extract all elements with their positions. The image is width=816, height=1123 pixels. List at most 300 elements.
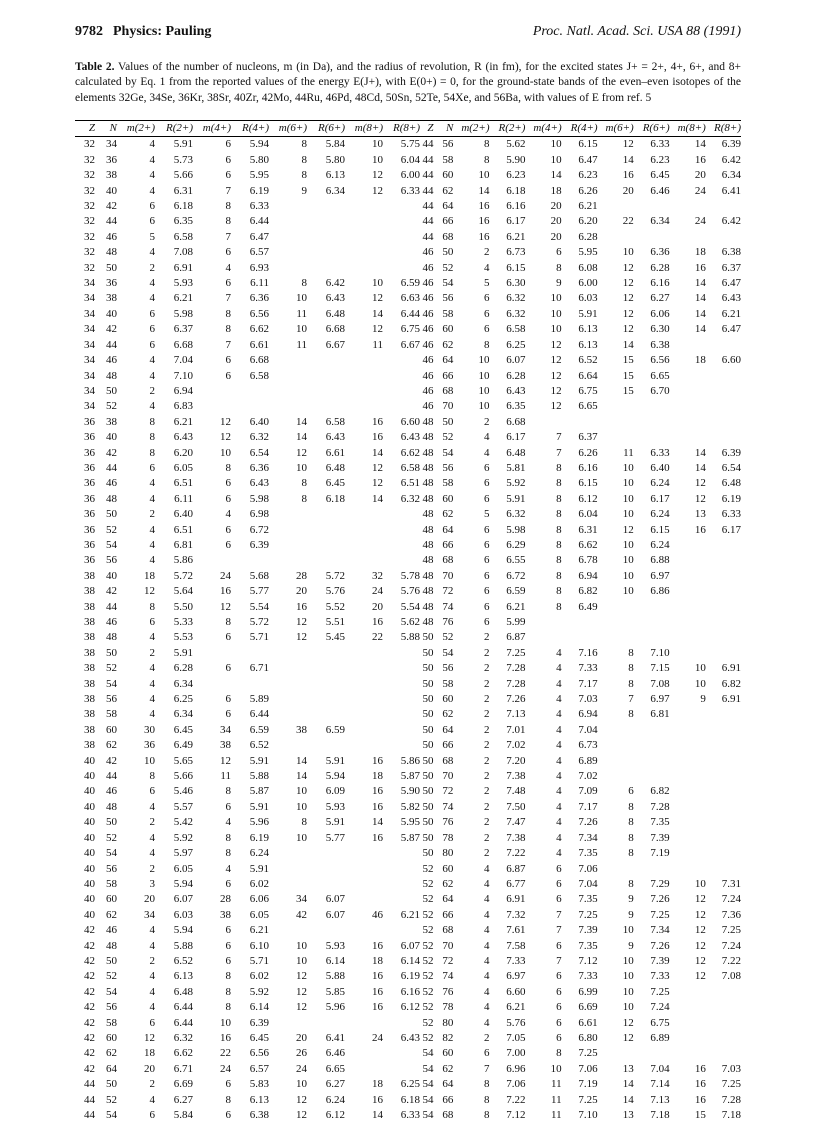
table-cell: 6.68	[249, 354, 269, 367]
table-cell: 8	[149, 600, 155, 613]
table-cell: 34	[84, 384, 95, 397]
table-cell: 6.89	[578, 754, 598, 767]
table-cell: 6.25	[173, 693, 193, 706]
table-cell: 6.18	[400, 1093, 420, 1106]
table-cell: 6.00	[578, 277, 598, 290]
table-cell: 8	[484, 1109, 490, 1121]
table-cell: 14	[694, 446, 706, 459]
table-row	[420, 738, 741, 753]
table-cell	[562, 615, 598, 630]
table-row	[75, 399, 420, 414]
table-row	[75, 153, 420, 168]
table-cell: 38	[84, 708, 95, 721]
table-cell: 6	[225, 153, 231, 166]
table-cell: 6.43	[506, 384, 526, 397]
table-cell: 5.88	[400, 631, 420, 644]
table-cell: 54	[422, 1078, 434, 1091]
table-cell	[345, 261, 383, 276]
table-cell: 8	[149, 415, 155, 428]
table-cell: 54	[442, 446, 454, 459]
table-cell: 14	[296, 415, 307, 428]
table-cell: 6.03	[173, 908, 193, 921]
table-cell	[193, 553, 231, 568]
table-cell: 6.34	[721, 169, 741, 182]
column-header: N	[109, 122, 117, 134]
table-cell: 40	[84, 908, 95, 921]
column-header: R(8+)	[714, 122, 741, 134]
table-cell: 6.78	[578, 554, 598, 567]
table-cell: 12	[694, 893, 706, 906]
table-row	[420, 1077, 741, 1092]
table-cell: 12	[622, 523, 634, 536]
table-cell: 44	[422, 200, 434, 213]
table-row	[75, 184, 420, 199]
table-cell: 4	[484, 985, 490, 998]
table-cell: 14	[550, 169, 562, 182]
table-cell: 46	[422, 354, 434, 367]
table-cell	[706, 815, 741, 830]
table-cell: 56	[442, 138, 454, 151]
table-cell: 42	[84, 1001, 95, 1014]
table-cell: 7.02	[578, 770, 598, 783]
table-cell: 5.57	[173, 800, 193, 813]
table-cell: 60	[442, 1047, 454, 1060]
table-cell: 4	[149, 831, 155, 844]
table-cell: 12	[372, 323, 383, 336]
table-cell	[345, 199, 383, 214]
table-cell: 62	[442, 508, 454, 521]
table-row	[75, 646, 420, 661]
table-row	[75, 1108, 420, 1123]
table-cell: 62	[106, 1047, 117, 1060]
table-cell: 10	[550, 307, 562, 320]
table-cell: 48	[422, 538, 434, 551]
table-cell: 8	[225, 323, 231, 336]
table-cell: 5.51	[325, 616, 345, 628]
table-cell: 7.48	[506, 785, 526, 798]
table-cell	[269, 1016, 307, 1031]
table-cell: 7.20	[506, 754, 526, 767]
table-cell: 8	[301, 277, 307, 290]
table-cell: 52	[422, 954, 434, 967]
table-cell: 52	[442, 431, 454, 444]
table-cell: 10	[622, 585, 634, 598]
table-cell: 54	[442, 277, 454, 290]
table-cell: 24	[694, 215, 706, 228]
table-cell: 10	[296, 800, 307, 813]
table-cell: 6	[556, 939, 562, 952]
table-cell: 7.18	[721, 1109, 741, 1121]
table-cell: 10	[694, 677, 706, 690]
table-cell: 7.31	[721, 877, 741, 890]
table-cell: 9	[301, 184, 307, 197]
table-cell: 14	[372, 492, 383, 505]
table-cell: 76	[442, 816, 454, 829]
table-cell: 6.23	[650, 153, 670, 166]
table-cell: 16	[694, 1062, 706, 1075]
table-cell	[345, 707, 383, 722]
table-cell: 10	[622, 1001, 634, 1014]
table-cell: 5.91	[249, 862, 269, 875]
table-cell	[307, 553, 345, 568]
table-cell: 12	[622, 307, 634, 320]
table-cell	[269, 261, 307, 276]
table-cell: 7.58	[506, 939, 526, 952]
table-cell	[634, 615, 670, 630]
table-cell: 7.17	[578, 677, 598, 690]
table-row	[420, 646, 741, 661]
table-cell: 46	[106, 785, 117, 798]
table-cell: 12	[622, 1016, 634, 1029]
table-cell	[706, 800, 741, 815]
table-cell: 5.91	[325, 754, 345, 767]
table-cell: 66	[442, 369, 454, 382]
table-cell: 54	[422, 1093, 434, 1106]
table-cell: 20	[550, 200, 562, 213]
table-cell: 56	[442, 461, 454, 474]
table-cell: 2	[484, 415, 490, 428]
table-cell: 6	[556, 1031, 562, 1044]
table-row	[75, 754, 420, 769]
table-cell: 6.65	[325, 1062, 345, 1075]
table-cell: 7	[484, 1062, 490, 1075]
table-cell: 6.65	[578, 400, 598, 413]
table-cell: 6.08	[578, 261, 598, 274]
table-cell: 62	[442, 1062, 454, 1075]
table-cell: 40	[84, 800, 95, 813]
column-header: m(8+)	[354, 122, 383, 134]
table-row	[75, 692, 420, 707]
table-cell: 6.37	[173, 323, 193, 336]
table-cell: 7.04	[578, 723, 598, 736]
table-cell: 6.43	[721, 292, 741, 305]
table-cell: 6.13	[325, 169, 345, 182]
table-cell: 6.49	[578, 600, 598, 613]
table-cell: 42	[84, 1062, 95, 1075]
table-cell	[706, 384, 741, 399]
table-cell: 6.42	[325, 277, 345, 290]
table-cell: 2	[484, 708, 490, 721]
table-row	[420, 276, 741, 291]
table-row	[420, 137, 741, 153]
table-cell	[634, 630, 670, 645]
table-cell: 6.65	[650, 369, 670, 382]
table-cell	[706, 430, 741, 445]
table-cell: 12	[694, 924, 706, 937]
table-cell	[383, 846, 420, 861]
table-cell: 10	[478, 169, 490, 182]
table-cell: 6	[225, 693, 231, 706]
table-cell	[670, 600, 706, 615]
table-row	[420, 214, 741, 229]
page-number: 9782	[75, 24, 103, 39]
table-cell	[670, 646, 706, 661]
table-cell: 10	[296, 1078, 307, 1091]
table-cell: 6.04	[578, 508, 598, 521]
table-row	[420, 430, 741, 445]
table-cell: 60	[442, 862, 454, 875]
table-cell: 44	[106, 215, 117, 228]
table-cell: 6.47	[578, 153, 598, 166]
table-cell: 8	[149, 431, 155, 444]
table-cell: 8	[301, 477, 307, 490]
table-cell: 6.40	[173, 508, 193, 521]
table-cell: 8	[225, 200, 231, 213]
table-cell: 20	[296, 585, 307, 598]
table-cell: 48	[422, 461, 434, 474]
table-cell: 40	[84, 785, 95, 798]
table-cell: 6.34	[325, 184, 345, 197]
table-cell: 6	[149, 338, 155, 351]
table-cell: 7.26	[578, 816, 598, 829]
table-cell: 6	[484, 616, 490, 628]
table-cell: 6	[484, 1047, 490, 1060]
table-cell: 6	[225, 1109, 231, 1121]
table-cell: 4	[556, 723, 562, 736]
table-cell: 13	[622, 1109, 634, 1121]
table-cell: 72	[442, 954, 454, 967]
table-cell: 20	[550, 215, 562, 228]
table-cell	[634, 723, 670, 738]
table-cell: 10	[296, 831, 307, 844]
table-cell: 10	[296, 939, 307, 952]
table-cell: 5.97	[173, 847, 193, 860]
table-cell: 7.24	[721, 939, 741, 952]
table-cell: 6.59	[325, 723, 345, 736]
column-header: R(6+)	[642, 122, 670, 134]
table-row	[75, 1062, 420, 1077]
table-cell	[706, 831, 741, 846]
table-cell	[231, 677, 269, 692]
table-cell: 38	[106, 292, 117, 305]
table-cell: 48	[422, 554, 434, 567]
table-cell: 4	[149, 354, 155, 367]
table-cell: 46	[422, 338, 434, 351]
table-cell: 6.54	[721, 461, 741, 474]
table-row	[75, 707, 420, 722]
table-cell	[670, 369, 706, 384]
table-cell: 4	[149, 1093, 155, 1106]
table-cell	[706, 584, 741, 599]
table-cell: 6.24	[650, 477, 670, 490]
table-cell: 48	[422, 600, 434, 613]
table-cell	[269, 199, 307, 214]
table-cell: 4	[484, 1001, 490, 1014]
table-cell: 6.94	[578, 569, 598, 582]
table-cell: 6.55	[506, 554, 526, 567]
table-cell: 2	[149, 816, 155, 829]
table-cell: 62	[442, 184, 454, 197]
table-cell: 6	[484, 554, 490, 567]
column-header: m(6+)	[278, 122, 307, 134]
table-cell: 6	[484, 461, 490, 474]
table-cell: 7.01	[506, 723, 526, 736]
table-cell	[670, 985, 706, 1000]
table-cell: 6.18	[506, 184, 526, 197]
table-cell: 48	[422, 508, 434, 521]
table-cell: 6.16	[578, 461, 598, 474]
table-cell	[598, 754, 634, 769]
table-cell: 78	[442, 831, 454, 844]
column-header: R(8+)	[393, 122, 420, 134]
table-cell: 14	[622, 338, 634, 351]
table-cell: 7.22	[721, 954, 741, 967]
table-cell: 4	[149, 924, 155, 937]
table-cell: 40	[84, 847, 95, 860]
table-cell: 6.31	[173, 184, 193, 197]
table-cell: 5.87	[249, 785, 269, 798]
table-cell: 52	[106, 831, 117, 844]
table-cell: 26	[296, 1047, 307, 1060]
table-cell: 50	[106, 508, 117, 521]
table-cell: 8	[556, 508, 562, 521]
table-row	[75, 168, 420, 183]
table-cell	[598, 615, 634, 630]
table-cell: 6	[225, 800, 231, 813]
table-row	[420, 322, 741, 337]
table-cell	[307, 523, 345, 538]
table-cell: 8	[556, 585, 562, 598]
table-cell: 5.85	[325, 985, 345, 998]
table-cell	[345, 1062, 383, 1077]
table-cell: 7.28	[506, 662, 526, 675]
table-cell: 42	[106, 585, 117, 598]
table-cell: 5.80	[249, 153, 269, 166]
table-row	[420, 1093, 741, 1108]
table-cell: 58	[442, 677, 454, 690]
table-cell: 5.98	[506, 523, 526, 536]
table-cell: 6.45	[249, 1031, 269, 1044]
table-cell: 10	[372, 138, 383, 151]
table-cell: 6.12	[578, 492, 598, 505]
table-cell: 6	[556, 877, 562, 890]
table-cell: 6.21	[578, 200, 598, 213]
table-cell: 6.93	[249, 261, 269, 274]
table-cell: 34	[84, 277, 95, 290]
table-cell: 6.32	[506, 292, 526, 305]
table-cell: 7.36	[721, 908, 741, 921]
table-cell: 6.47	[721, 277, 741, 290]
table-cell: 6.87	[506, 862, 526, 875]
table-cell: 8	[149, 446, 155, 459]
table-cell: 6.56	[650, 354, 670, 367]
table-cell: 16	[694, 261, 706, 274]
table-cell: 2	[149, 1078, 155, 1091]
table-cell: 6	[556, 970, 562, 983]
table-cell: 6	[149, 1016, 155, 1029]
table-cell: 2	[484, 693, 490, 706]
table-cell: 5.53	[173, 631, 193, 644]
table-cell: 6	[225, 1078, 231, 1091]
table-cell: 54	[422, 1109, 434, 1121]
table-cell: 6.89	[650, 1031, 670, 1044]
table-cell: 2	[484, 754, 490, 767]
table-cell	[562, 415, 598, 430]
table-cell: 5.94	[325, 770, 345, 783]
table-cell: 10	[144, 754, 155, 767]
table-cell: 6.52	[173, 954, 193, 967]
table-cell	[269, 707, 307, 722]
table-cell: 5.98	[249, 492, 269, 505]
table-cell: 16	[296, 600, 307, 613]
table-cell: 6	[225, 138, 231, 151]
table-cell: 6.33	[721, 508, 741, 521]
table-cell: 4	[484, 1016, 490, 1029]
table-cell: 6.28	[650, 261, 670, 274]
table-cell: 14	[622, 153, 634, 166]
table-cell: 2	[484, 800, 490, 813]
table-cell: 16	[372, 831, 383, 844]
table-cell	[307, 862, 345, 877]
table-row	[75, 523, 420, 538]
table-cell: 6.17	[506, 215, 526, 228]
table-row	[75, 584, 420, 599]
table-cell: 6.05	[173, 862, 193, 875]
table-cell: 6.48	[325, 307, 345, 320]
table-cell: 60	[442, 169, 454, 182]
table-cell	[269, 353, 307, 368]
table-cell	[345, 245, 383, 260]
table-cell: 15	[622, 369, 634, 382]
table-cell	[706, 338, 741, 353]
table-row	[75, 969, 420, 984]
table-cell: 62	[106, 908, 117, 921]
table-cell	[670, 707, 706, 722]
table-cell: 5.94	[173, 924, 193, 937]
table-cell	[706, 369, 741, 384]
table-cell: 66	[442, 538, 454, 551]
table-cell	[269, 369, 307, 384]
table-cell: 7.12	[578, 954, 598, 967]
table-cell	[383, 677, 420, 692]
table-cell: 46	[422, 261, 434, 274]
table-cell	[670, 569, 706, 584]
table-cell: 6.34	[173, 708, 193, 721]
table-cell	[383, 230, 420, 245]
table-row	[420, 168, 741, 183]
table-cell: 3	[149, 877, 155, 890]
table-cell: 54	[422, 1047, 434, 1060]
table-cell: 52	[422, 893, 434, 906]
table-row	[420, 184, 741, 199]
table-cell	[598, 415, 634, 430]
table-cell	[307, 399, 345, 414]
table-cell: 6.52	[249, 739, 269, 752]
table-cell	[307, 230, 345, 245]
table-cell: 5.80	[325, 153, 345, 166]
table-cell: 38	[84, 600, 95, 613]
table-cell: 38	[84, 631, 95, 644]
table-cell: 8	[225, 985, 231, 998]
table-cell: 6.51	[173, 477, 193, 490]
table-cell: 8	[225, 616, 231, 628]
table-cell: 12	[372, 477, 383, 490]
table-cell: 6	[556, 1001, 562, 1014]
table-cell	[193, 646, 231, 661]
table-cell: 5.94	[249, 138, 269, 151]
table-cell: 5.95	[400, 816, 420, 829]
left-panel	[75, 121, 420, 1123]
table-cell: 46	[422, 384, 434, 397]
table-cell	[670, 338, 706, 353]
table-cell: 10	[694, 662, 706, 675]
table-row	[75, 338, 420, 353]
table-row	[420, 307, 741, 322]
table-cell: 80	[442, 847, 454, 860]
table-cell: 2	[149, 384, 155, 397]
table-cell: 34	[106, 138, 117, 151]
table-cell: 6.28	[578, 230, 598, 243]
